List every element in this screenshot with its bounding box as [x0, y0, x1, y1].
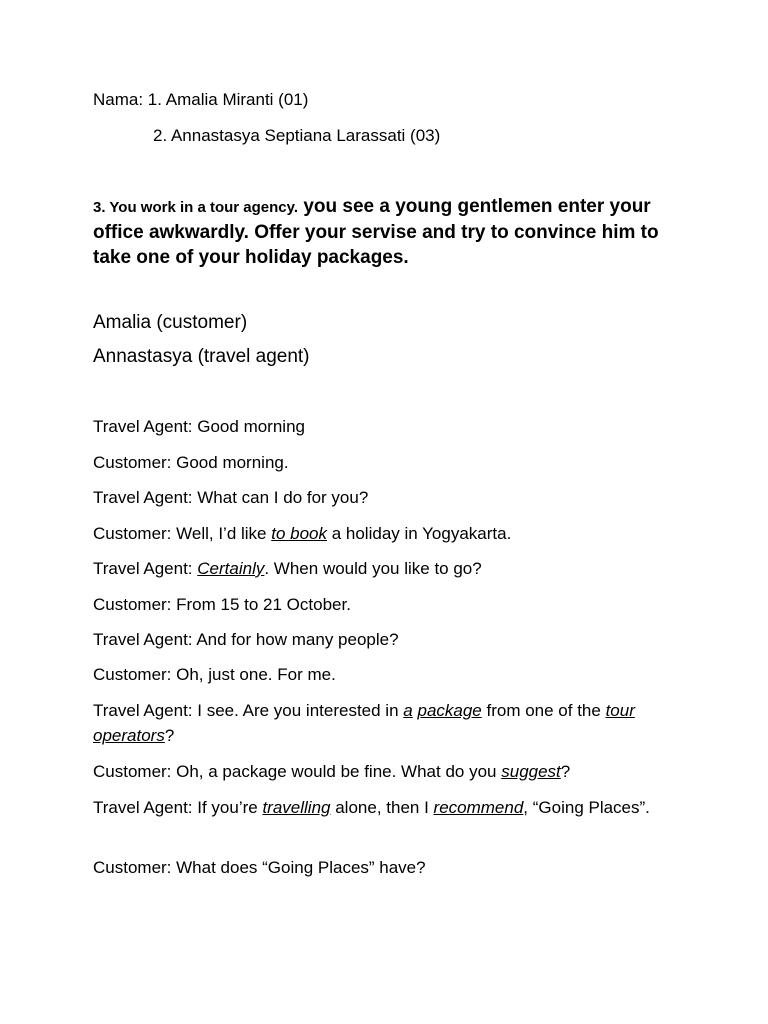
dialogue-text: Customer: Well, I’d like — [93, 524, 272, 543]
task-instruction — [93, 194, 693, 270]
dialogue-line — [93, 795, 683, 820]
dialogue-text: ? — [164, 726, 175, 745]
student-name-2: 2. Annastasya Septiana Larassati (03) — [153, 126, 441, 145]
underlined-term: Certainly — [197, 559, 265, 578]
underlined-term: to book — [271, 524, 327, 543]
dialogue-text: Travel Agent: If you’re — [93, 798, 263, 817]
task-lead: 3. You work in a tour agency. — [93, 199, 299, 216]
dialogue-text: , “Going Places”. — [523, 798, 650, 817]
underlined-term: recommend — [433, 798, 524, 817]
dialogue-line — [93, 627, 683, 652]
dialogue-line — [93, 521, 683, 546]
dialogue-text: Travel Agent: I see. Are you interested in — [93, 701, 404, 720]
dialogue-text: Travel Agent: What can I do for you? — [93, 488, 369, 507]
underlined-term: package — [417, 701, 482, 720]
dialogue-text: Travel Agent: Good morning — [93, 417, 305, 436]
dialogue-line — [93, 592, 683, 617]
dialogue-text: . When would you like to go? — [264, 559, 482, 578]
student-name-1: Nama: 1. Amalia Miranti (01) — [93, 90, 309, 109]
dialogue-line — [93, 556, 683, 581]
dialogue-line — [93, 759, 683, 784]
dialogue-text: ? — [560, 762, 571, 781]
dialogue-text: Customer: From 15 to 21 October. — [93, 595, 351, 614]
dialogue-line — [93, 414, 683, 439]
dialogue-text: Customer: What does “Going Places” have? — [93, 858, 426, 877]
dialogue-line — [93, 450, 683, 475]
dialogue-line — [93, 698, 683, 748]
dialogue-text: from one of the — [481, 701, 606, 720]
role-agent: Annastasya (travel agent) — [93, 346, 310, 367]
dialogue-text: Customer: Oh, just one. For me. — [93, 665, 336, 684]
role-customer: Amalia (customer) — [93, 312, 248, 333]
underlined-term: tour operators — [93, 701, 635, 745]
dialogue-line — [93, 855, 683, 880]
task-text: you see a young gentlemen enter your office awkwardly. Offer your servise and try to convince him to take one of your holiday packages. — [93, 196, 659, 268]
underlined-term: travelling — [262, 798, 331, 817]
dialogue-text: Customer: Good morning. — [93, 453, 289, 472]
dialogue-text: Customer: Oh, a package would be fine. What do you — [93, 762, 502, 781]
dialogue-text: alone, then I — [330, 798, 434, 817]
dialogue-text: Travel Agent: And for how many people? — [93, 630, 399, 649]
dialogue-line — [93, 485, 683, 510]
underlined-term: a — [403, 701, 413, 720]
dialogue-line — [93, 662, 683, 687]
dialogue-text: Travel Agent: — [93, 559, 198, 578]
underlined-term: suggest — [501, 762, 561, 781]
dialogue-text: a holiday in Yogyakarta. — [327, 524, 512, 543]
